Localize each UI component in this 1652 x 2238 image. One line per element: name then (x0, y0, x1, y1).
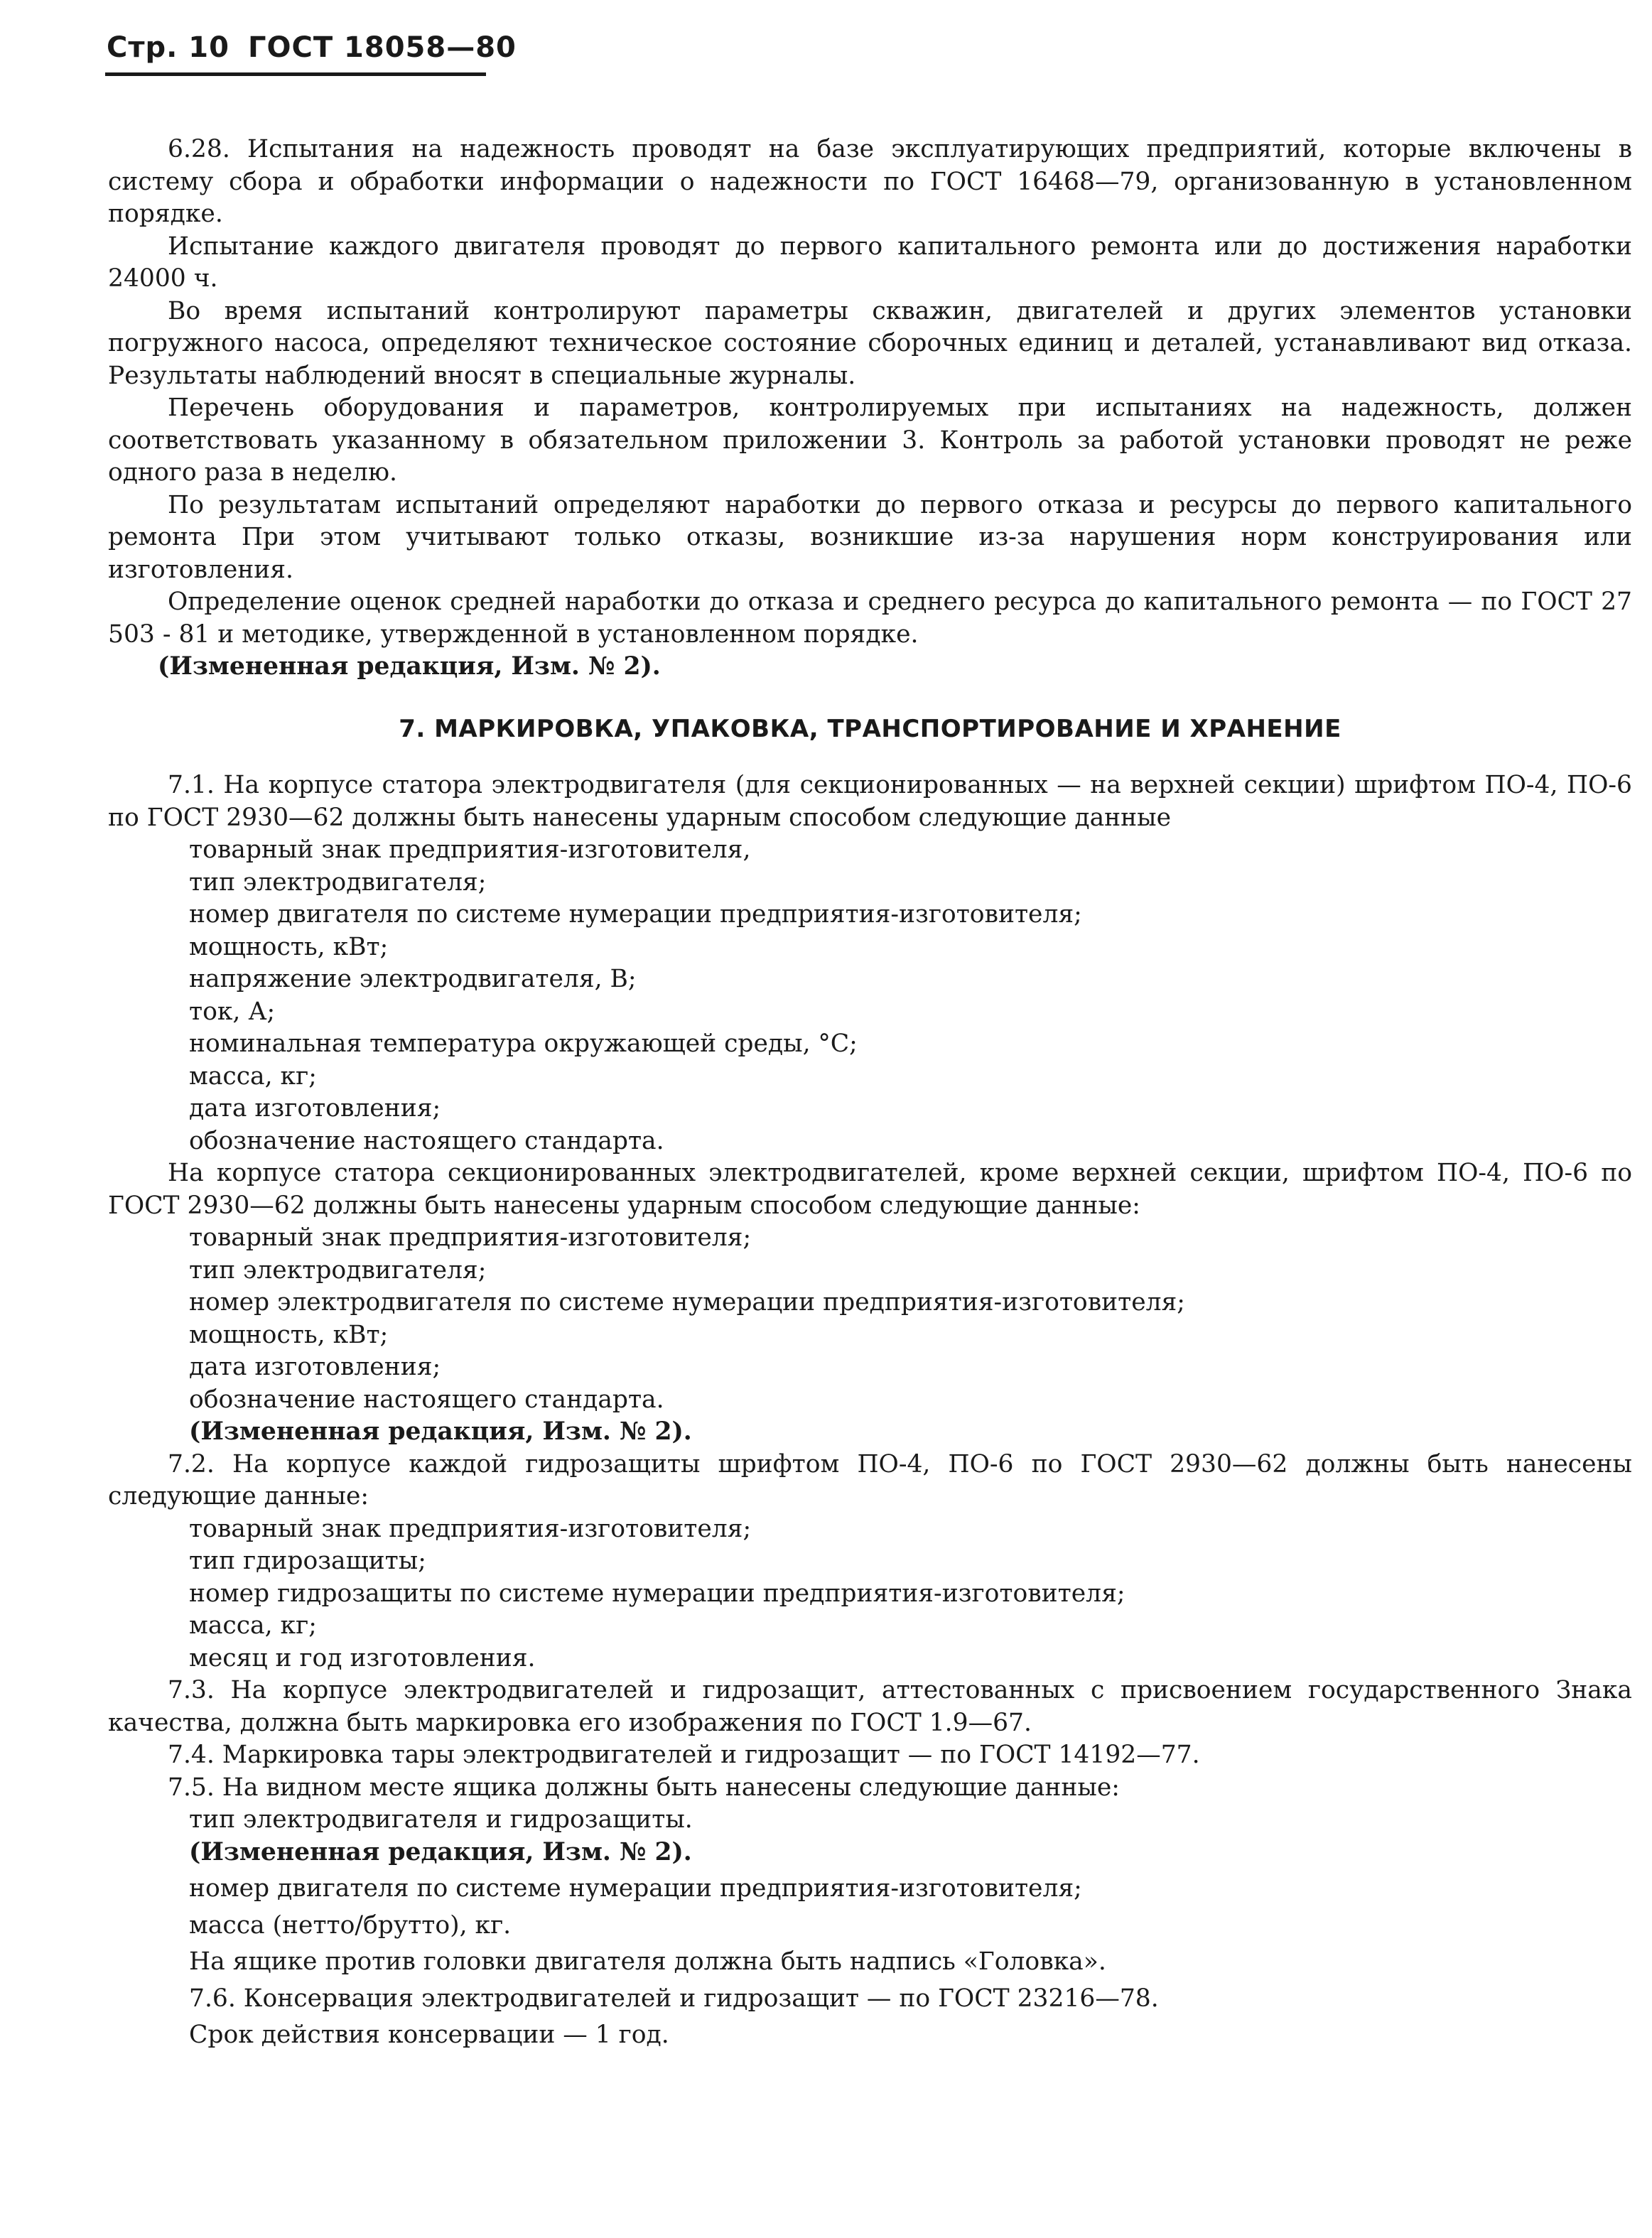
paragraph: На корпусе статора секционированных электродвигателей, кроме верхней секции, шрифтом ПО-4, ПО-6 по ГОСТ 2930—62 должны быть нанесены ударным способом следующие данные: (108, 1159, 1632, 1220)
standard-number: ГОСТ 18058—80 (247, 31, 517, 64)
list-item: напряжение электродвигателя, В; (189, 965, 637, 993)
list-item: товарный знак предприятия-изготовителя; (189, 1514, 752, 1543)
list-item: товарный знак предприятия-изготовителя, (189, 836, 751, 864)
list-item: тип гдирозащиты; (189, 1547, 426, 1575)
paragraph-7-1: 7.1. На корпусе статора электродвигателя (для секционированных — на верхней секции) шрифтом ПО-4, ПО-6 по ГОСТ 2930—62 должны быть нанесены ударным способом следующие данные (108, 771, 1632, 832)
list-item: месяц и год изготовления. (189, 1643, 536, 1672)
page-header (107, 31, 517, 64)
page-number: Стр. 10 (107, 31, 230, 64)
paragraph-7-3: 7.3. На корпусе электродвигателей и гидрозащит, аттестованных с присвоением государственного Знака качества, должна быть маркировка его изображения по ГОСТ 1.9—67. (108, 1676, 1632, 1737)
amendment-note: (Измененная редакция, Изм. № 2). (189, 1417, 692, 1446)
list-item: дата изготовления; (189, 1094, 441, 1123)
list-item: обозначение настоящего стандарта. (189, 1126, 664, 1155)
list-item: дата изготовления; (189, 1353, 441, 1381)
list-item: масса, кг; (189, 1611, 317, 1640)
list-item: масса, кг; (189, 1061, 317, 1091)
paragraph: Во время испытаний контролируют параметры скважин, двигателей и других элементов установки погружного насоса, определяют техническое состояние сборочных единиц и деталей, устанавливают вид отказа. Результаты наблюдений вносят в специальные журналы. (108, 296, 1632, 390)
list-item: номер электродвигателя по системе нумерации предприятия-изготовителя; (189, 1288, 1185, 1317)
list-item: тип электродвигателя; (189, 1255, 487, 1285)
paragraph: Перечень оборудования и параметров, контролируемых при испытаниях на надежность, должен соответствовать указанному в обязательном приложении 3. Контроль за работой установки проводят не реже одного раза в неделю. (108, 394, 1632, 487)
paragraph-7-6: 7.6. Консервация электродвигателей и гидрозащит — по ГОСТ 23216—78. (189, 1984, 1159, 2013)
list-item: номер гидрозащиты по системе нумерации предприятия-изготовителя; (189, 1579, 1125, 1608)
amendment-note: (Измененная редакция, Изм. № 2). (158, 652, 661, 681)
paragraph: На ящике против головки двигателя должна быть надпись «Головка». (189, 1947, 1106, 1976)
document-body (108, 134, 1632, 2052)
list-item: тип электродвигателя и гидрозащиты. (189, 1805, 693, 1834)
section-title: 7. МАРКИРОВКА, УПАКОВКА, ТРАНСПОРТИРОВАНИЕ И ХРАНЕНИЕ (399, 714, 1341, 743)
paragraph: Определение оценок средней наработки до отказа и среднего ресурса до капитального ремонта — по ГОСТ 27 503 - 81 и методике, утвержденной в установленном порядке. (108, 588, 1632, 649)
paragraph-7-4: 7.4. Маркировка тары электродвигателей и гидрозащит — по ГОСТ 14192—77. (168, 1741, 1200, 1769)
paragraph-6-28: 6.28. Испытания на надежность проводят на базе эксплуатирующих предприятий, которые включены в систему сбора и обработки информации о надежности по ГОСТ 16468—79, организованную в установленном порядке. (108, 135, 1632, 228)
list-item: масса (нетто/брутто), кг. (189, 1910, 512, 1940)
paragraph-7-5: 7.5. На видном месте ящика должны быть нанесены следующие данные: (168, 1773, 1120, 1802)
list-item: тип электродвигателя; (189, 867, 487, 897)
paragraph: Срок действия консервации — 1 год. (189, 2021, 669, 2049)
list-item: номинальная температура окружающей среды, °С; (189, 1029, 858, 1058)
paragraph-7-2: 7.2. На корпусе каждой гидрозащиты шрифтом ПО-4, ПО-6 по ГОСТ 2930—62 должны быть нанесены следующие данные: (108, 1449, 1632, 1510)
list-item: товарный знак предприятия-изготовителя; (189, 1223, 752, 1252)
list-item: ток, А; (189, 997, 276, 1026)
amendment-note: (Измененная редакция, Изм. № 2). (189, 1837, 692, 1866)
list-item: номер двигателя по системе нумерации предприятия-изготовителя; (189, 1874, 1082, 1903)
list-item: мощность, кВт; (189, 1320, 389, 1349)
paragraph: По результатам испытаний определяют наработки до первого отказа и ресурсы до первого капитального ремонта При этом учитывают только отказы, возникшие из-за нарушения норм конструирования или изготовления. (108, 490, 1632, 584)
header-rule (105, 72, 486, 76)
list-item: номер двигателя по системе нумерации предприятия-изготовителя; (189, 900, 1082, 929)
paragraph: Испытание каждого двигателя проводят до первого капитального ремонта или до достижения наработки 24000 ч. (108, 232, 1632, 293)
list-item: мощность, кВт; (189, 932, 389, 961)
list-item: обозначение настоящего стандарта. (189, 1385, 664, 1414)
